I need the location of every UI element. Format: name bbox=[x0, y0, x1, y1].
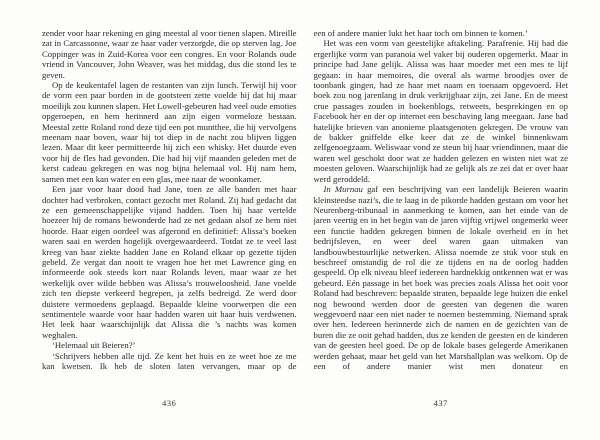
page-number-right: 437 bbox=[433, 399, 448, 408]
paragraph: Het was een vorm van geestelijke aftakeling. Parafrenie. Hij had die ergerlijke vorm van paranoia wel vaker bij ouderen opgemerkt. Maar in principe had Jane gelijk. Alissa was haar moeder met een mes te lijf gegaan: in haar memoires, die overal als warme broodjes over de toonbank gingen, had ze haar met naam en toenaam opgevoerd. Het boek zou nog jarenlang in druk verkrijgbaar zijn, zei Jane. En de meest crue passages zouden in boekenblogs, retweets, besprekingen en op Facebook her en der op internet een beschaving lang meegaan. Jane had hatelijke brieven van anonieme plaatsgenoten gekregen. De vrouw van de bakker gniffelde elke keer dat ze de winkel binnenkwam zelfgenoegzaam. Weliswaar vond ze steun bij haar vriendinnen, maar die waren wel geschokt door wat ze hadden gelezen en wisten niet wat ze moesten geloven. Waarschijnlijk had ze gelijk als ze zei dat er over haar werd geroddeld. bbox=[313, 38, 568, 184]
paragraph: een of andere manier lukt het haar toch om binnen te komen.’ bbox=[313, 28, 528, 38]
paragraph: ‘Helemaal uit Beieren?’ bbox=[52, 340, 136, 351]
page-number-left: 436 bbox=[162, 399, 177, 408]
paragraph: Op de keukentafel lagen de restanten van zijn lunch. Terwijl hij voor de vorm een paar borden in de gootsteen zette voelde hij dat hij maar moeilijk zou kunnen slapen. Het Lowell-gebeuren had veel oude emoties opgeroepen, en hem herinnerd aan zijn eigen vormeloze bestaan. Meestal zette Roland rond deze tijd een pot muntthee, die hij vervolgens meenam naar boven, waar hij tot diep in de nacht zou blijven liggen lezen. Maar dit keer permitteerde hij zich een whisky. Het duurde even voor hij de fles had gevonden. Die had hij vijf maanden geleden met de kerst cadeau gekregen en was nog bijna helemaal vol. Hij nam hem, samen met een kan water en een glas, mee naar de woonkamer. bbox=[42, 80, 297, 184]
paragraph: zender voor haar rekening en ging meestal al voor tienen slapen. Mireille zat in Carcassonne, waar ze haar vader verzorgde, die op sterven lag. Joe Coppinger was in Zuid-Korea voor een congres. En voor Rolands oude vriend in Vancouver, John Weaver, was het middag, dus die stond les te geven. bbox=[42, 28, 297, 80]
paragraph bbox=[314, 184, 569, 371]
paragraph-text: gaf een beschrijving van een landelijk Beieren waarin kleinsteedse nazi’s, die te laag in de pikorde hadden gestaan om voor het Neurenberg-tribunaal in aanmerking te komen, aan het einde van de jaren veertig en in het begin van de jaren vijftig vrijwel ongemerkt weer een functie hadden gekregen binnen de lokale overheid en in het bedrijfsleven, en weer deel waren gaan uitmaken van landbouwbestuurlijke netwerken. Alissa noemde ze stuk voor stuk en beschreef omstandig de rol die ze tijdens en na de oorlog hadden gespeeld. Op elk niveau bleef iedereen hardnekkig ontkennen wat er was gebeurd. Eén passage in het boek was precies zoals Alissa het ooit voor Roland had beschreven: bepaalde straten, bepaalde lege huizen die enkel nog bewoond werden door de geesten van degenen die waren weggevoerd naar een niet nader te noemen bestemming. Niemand sprak over hen. Iedereen herinnerde zich de namen en de gezichten van de buren die ze ooit gehad hadden, dus ze kenden de geesten en de kinderen van de geesten heel goed. De op de lokale bases gelegerde Amerikanen werden gehaat, maar het geld van het Marshallplan was welkom. Op de een of andere manier wist men donateur en bbox=[313, 184, 568, 371]
book-page-left bbox=[42, 28, 297, 408]
paragraph: ‘Schrijvers hebben alle tijd. Ze kent het huis en ze weet hoe ze me kan kwetsen. Ik heb de sloten laten vervangen, maar op de bbox=[42, 350, 297, 371]
book-title-italic: In Murnau bbox=[323, 184, 363, 195]
left-page-text bbox=[42, 28, 297, 392]
paragraph: Een jaar voor haar dood had Jane, toen ze alle banden met haar dochter had verbroken, contact gezocht met Roland. Zij had gedacht dat ze een gemeenschappelijke vijand hadden. Toen hij haar vertelde hoezeer hij de romans bewonderde had ze net gedaan alsof ze hem niet hoorde. Haar eigen oordeel was afgerond en definitief: Alissa’s boeken waren saai en werden hogelijk overgewaardeerd. Totdat ze te veel last kreeg van haar ziekte hadden Jane en Roland elkaar op gezette tijden gebeld. Ze vergat dan nooit te vragen hoe het met Lawrence ging en informeerde ook steeds kort naar Rolands leven, maar waar ze het werkelijk over wilde hebben was Alissa’s trouweloosheid. Jane voelde zich ten diepste verkeerd begrepen, ja zelfs bedreigd. Ze werd door duistere vermoedens geplaagd. Bepaalde kleine voorwerpen die een sentimentele waarde voor haar hadden waren uit haar huis verdwenen. Het leek haar waarschijnlijk dat Alissa die ’s nachts was komen weghalen. bbox=[42, 184, 297, 340]
book-page-right bbox=[314, 28, 569, 408]
right-page-text bbox=[314, 28, 569, 392]
